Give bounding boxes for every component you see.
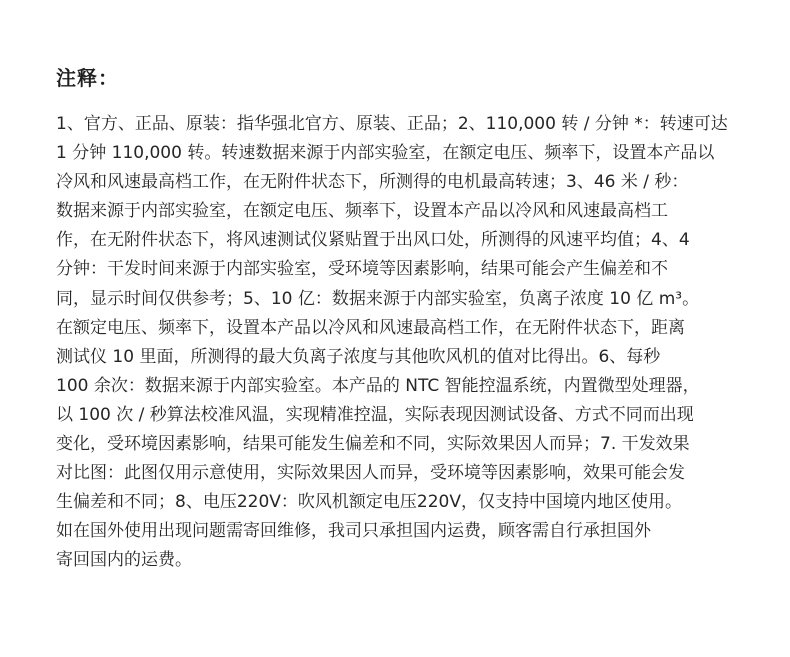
notes-line: 寄回国内的运费。 bbox=[56, 550, 192, 571]
notes-line: 100 余次：数据来源于内部实验室。本产品的 NTC 智能控温系统，内置微型处理器， bbox=[56, 375, 700, 396]
notes-line: 变化，受环境因素影响，结果可能发生偏差和不同，实际效果因人而异；7. 干发效果 bbox=[56, 434, 690, 455]
notes-line: 冷风和风速最高档工作，在无附件状态下，所测得的电机最高转速；3、46 米 / 秒： bbox=[56, 172, 689, 193]
notes-body bbox=[56, 110, 766, 576]
notes-line: 测试仪 10 里面，所测得的最大负离子浓度与其他吹风机的值对比得出。6、每秒 bbox=[56, 346, 661, 367]
notes-line: 分钟：干发时间来源于内部实验室，受环境等因素影响，结果可能会产生偏差和不 bbox=[56, 259, 668, 280]
notes-heading: 注释： bbox=[56, 66, 119, 90]
notes-line: 1、官方、正品、原装：指华强北官方、原装、正品；2、110,000 转 / 分钟 *：转速可达 bbox=[56, 114, 728, 134]
notes-line: 数据来源于内部实验室，在额定电压、频率下，设置本产品以冷风和风速最高档工 bbox=[56, 201, 668, 222]
notes-line: 在额定电压、频率下，设置本产品以冷风和风速最高档工作，在无附件状态下，距离 bbox=[56, 317, 685, 338]
notes-line: 作，在无附件状态下，将风速测试仪紧贴置于出风口处，所测得的风速平均值；4、4 bbox=[56, 230, 690, 251]
notes-line: 如在国外使用出现问题需寄回维修，我司只承担国内运费，顾客需自行承担国外 bbox=[56, 521, 651, 542]
notes-line: 1 分钟 110,000 转。转速数据来源于内部实验室，在额定电压、频率下，设置本产品以 bbox=[56, 143, 715, 164]
notes-line: 同，显示时间仅供参考；5、10 亿：数据来源于内部实验室，负离子浓度 10 亿 m³。 bbox=[56, 288, 700, 309]
notes-line: 以 100 次 / 秒算法校准风温，实现精准控温，实际表现因测试设备、方式不同而出现 bbox=[56, 404, 694, 425]
notes-line: 生偏差和不同；8、电压220V：吹风机额定电压220V，仅支持中国境内地区使用。 bbox=[56, 492, 682, 513]
notes-line: 对比图：此图仅用示意使用，实际效果因人而异，受环境等因素影响，效果可能会发 bbox=[56, 463, 685, 484]
